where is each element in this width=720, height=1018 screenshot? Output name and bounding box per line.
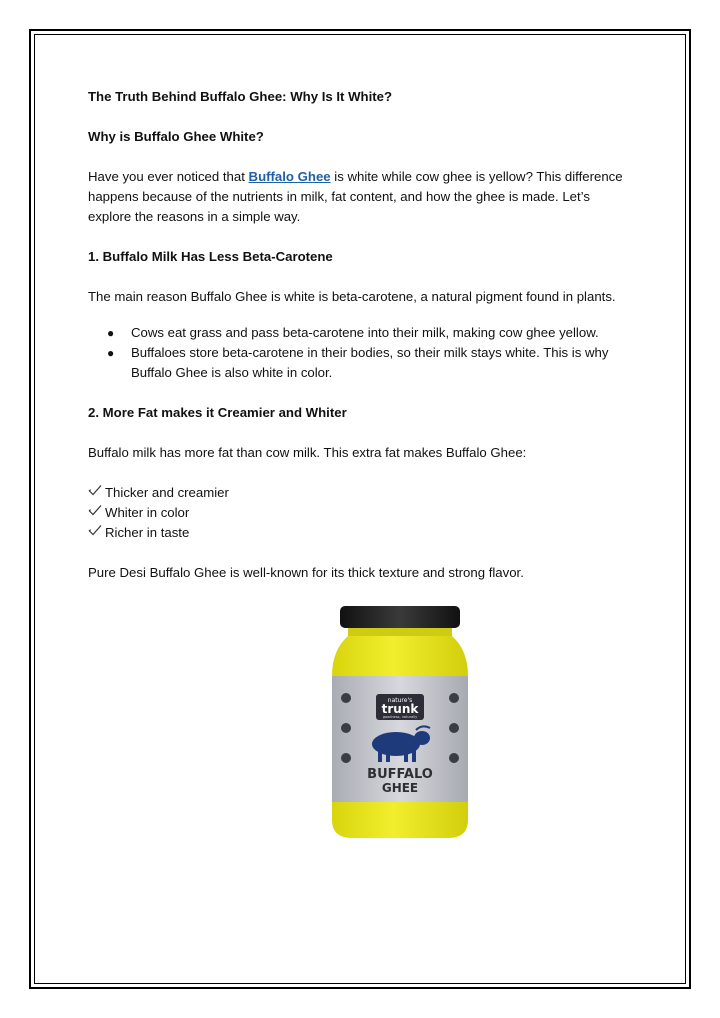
section1-heading: 1. Buffalo Milk Has Less Beta-Carotene [88, 249, 333, 264]
buffalo-ghee-link[interactable]: Buffalo Ghee [248, 169, 331, 184]
product-name-line2: GHEE [381, 781, 419, 795]
section1-body: The main reason Buffalo Ghee is white is beta-carotene, a natural pigment found in plants. [88, 289, 616, 304]
jar-lid [340, 606, 460, 628]
buffalo-ghee-jar-image [326, 606, 474, 840]
bullet-icon: ● [107, 346, 115, 360]
svg-text:trunk: trunk [381, 702, 419, 716]
svg-text:nature's: nature's [387, 697, 413, 704]
product-name-line1: BUFFALO [367, 767, 433, 782]
check-item: Richer in taste [88, 523, 636, 543]
checkmark-icon [88, 523, 105, 543]
bullet-icon: ● [107, 326, 115, 340]
check-item: Whiter in color [88, 503, 636, 523]
check-item: Thicker and creamier [88, 483, 636, 503]
section1-bullet-list [88, 323, 636, 383]
checklist [88, 483, 636, 543]
section2-closing: Pure Desi Buffalo Ghee is well-known for its thick texture and strong flavor. [88, 565, 524, 580]
section2-body: Buffalo milk has more fat than cow milk. This extra fat makes Buffalo Ghee: [88, 445, 527, 460]
section2-heading: 2. More Fat makes it Creamier and Whiter [88, 405, 347, 420]
article-subtitle: Why is Buffalo Ghee White? [88, 129, 264, 144]
intro-prefix: Have you ever noticed that [88, 169, 249, 184]
article-title: The Truth Behind Buffalo Ghee: Why Is It White? [88, 89, 393, 104]
bullet-item: ● Buffaloes store beta-carotene in their bodies, so their milk stays white. This is why Buffalo Ghee is also white in color. [107, 345, 609, 380]
article [88, 87, 636, 583]
checkmark-icon [88, 503, 105, 523]
checkmark-icon [88, 483, 105, 503]
svg-text:goodness, naturally: goodness, naturally [382, 715, 418, 719]
intro-paragraph [88, 167, 636, 227]
bullet-item: ● Cows eat grass and pass beta-carotene into their milk, making cow ghee yellow. [88, 323, 636, 343]
intro-suffix: is white while cow ghee is yellow? This difference happens because of the nutrients in milk, fat content, and how the ghee is made. Let’s explore the reasons in a simple way. [88, 169, 623, 224]
